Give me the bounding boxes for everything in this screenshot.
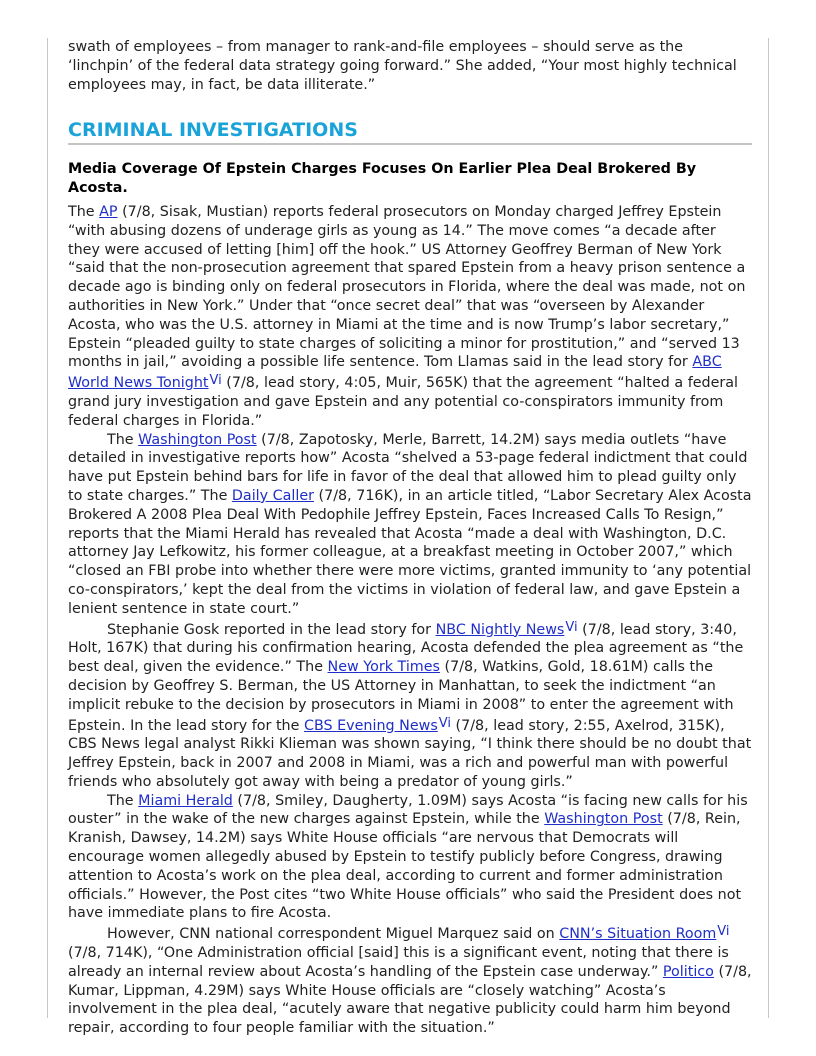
link-cnn-situation-room[interactable]: CNN’s Situation Room	[559, 926, 717, 943]
text-run: Stephanie Gosk reported in the lead story for	[107, 621, 436, 638]
link-nbc-nightly-news[interactable]: NBC Nightly News	[435, 621, 565, 638]
text-run: (7/8, lead story, 3:40, Holt, 167K) that during his confirmation hearing, Acosta defended the plea agreement as “the best deal, given the evidence.” The	[68, 621, 744, 676]
story-paragraph-2	[68, 431, 752, 619]
text-run: However, CNN national correspondent Miguel Marquez said on	[107, 926, 560, 943]
story-paragraph-3	[68, 619, 752, 792]
intro-paragraph: swath of employees – from manager to rank-and-file employees – should serve as the ‘linchpin’ of the federal data strategy going forward.” She added, “Your most highly technical employees may, in fact, be data illiterate.”	[68, 39, 737, 93]
text-run: (7/8, Zapotosky, Merle, Barrett, 14.2M) says media outlets “have detailed in investigative reports how” Acosta “shelved a 53-page federal indictment that could have put Epstein behind bars for life in favor of the deal that allowed him to plead guilty only to state charges.” The	[68, 431, 748, 504]
text-run: The	[107, 431, 139, 448]
link-ap[interactable]: AP	[99, 203, 118, 220]
link-washington-post-2[interactable]: Washington Post	[544, 811, 663, 828]
text-run: (7/8, Rein, Kranish, Dawsey, 14.2M) says White House officials “are nervous that Democrats will encourage women allegedly abused by Epstein to testify publicly before Congress, drawing attention to Acosta’s work on the plea deal, according to current and former administration officials.” However, the Post cites “two White House officials” who said the President does not have immediate plans to fire Acosta.	[68, 811, 742, 922]
link-politico[interactable]: Politico	[662, 963, 714, 980]
link-new-york-times[interactable]: New York Times	[327, 659, 440, 676]
text-run: (7/8, Smiley, Daugherty, 1.09M) says Acosta “is facing new calls for his ouster” in the wake of the new charges against Epstein, while the	[68, 792, 748, 828]
video-indicator-icon[interactable]: Vi	[438, 715, 451, 731]
story-paragraph-1	[68, 203, 752, 431]
text-run: (7/8, Kumar, Lippman, 4.29M) says White House officials are “closely watching” Acosta’s involvement in the plea deal, “acutely aware that negative publicity could harm him beyond repair, according to four people familiar with the situation.”	[68, 963, 752, 1037]
document-body	[68, 38, 752, 1038]
link-washington-post[interactable]: Washington Post	[138, 431, 257, 448]
link-miami-herald[interactable]: Miami Herald	[138, 792, 233, 809]
story-paragraph-4	[68, 792, 752, 924]
video-indicator-icon[interactable]: Vi	[717, 924, 730, 940]
text-run: The	[68, 203, 100, 220]
link-daily-caller[interactable]: Daily Caller	[231, 487, 315, 504]
text-run: (7/8, Sisak, Mustian) reports federal prosecutors on Monday charged Jeffrey Epstein “with abusing dozens of underage girls as young as 14.” The move comes “a decade after they were accused of letting [him] off the hook.” US Attorney Geoffrey Berman of New York “said that the non-prosecution agreement that spared Epstein from a heavy prison sentence a decade ago is binding only on federal prosecutors in Florida, where the deal was made, not on authorities in New York.” Under that “once secret deal” that was “overseen by Alexander Acosta, who was the U.S. attorney in Miami at the time and is now Trump’s labor secretary,” Epstein “pleaded guilty to state charges of soliciting a minor for prostitution,” and “served 13 months in jail,” avoiding a possible life sentence. Tom Llamas said in the lead story for	[68, 203, 746, 371]
text-run: (7/8, 714K), “One Administration official [said] this is a significant event, noting that there is already an internal review about Acosta’s handling of the Epstein case underway.”	[68, 945, 729, 980]
text-run: (7/8, Watkins, Gold, 18.61M) calls the decision by Geoffrey S. Berman, the US Attorney in Manhattan, to seek the indictment “an implicit rebuke to the decision by prosecutors in Miami in 2008” to enter the agreement with Epstein. In the lead story for the	[68, 659, 734, 734]
text-run: (7/8, lead story, 2:55, Axelrod, 315K), CBS News legal analyst Rikki Klieman was shown saying, “I think there should be no doubt that Jeffrey Epstein, back in 2007 and 2008 in Miami, was a rich and powerful man with powerful friends who absolutely got away with being a predator of young girls.”	[68, 717, 752, 790]
video-indicator-icon[interactable]: Vi	[565, 619, 578, 635]
text-run: (7/8, lead story, 4:05, Muir, 565K) that the agreement “halted a federal grand jury investigation and gave Epstein and any potential co-conspirators immunity from federal charges in Florida.”	[68, 375, 739, 429]
story-paragraph-5	[68, 923, 752, 1038]
left-margin-rule	[47, 38, 48, 1018]
video-indicator-icon[interactable]: Vi	[209, 373, 222, 389]
right-margin-rule	[768, 38, 769, 1018]
link-cbs-evening-news[interactable]: CBS Evening News	[303, 717, 438, 734]
link-abc-world-news-tonight[interactable]: ABC World News Tonight	[68, 354, 722, 392]
text-run: (7/8, 716K), in an article titled, “Labor Secretary Alex Acosta Brokered A 2008 Plea Deal With Pedophile Jeffrey Epstein, Faces Increased Calls To Resign,” reports that the Miami Herald has revealed that Acosta “made a deal with Washington, D.C. attorney Jay Lefkowitz, his former colleague, at a breakfast meeting in October 2007,” which “closed an FBI probe into whether there were more victims, granted immunity to ‘any potential co-conspirators,’ kept the deal from the victims in violation of federal law, and gave Epstein a lenient sentence in state court.”	[68, 487, 752, 617]
text-run: The	[107, 792, 139, 809]
section-heading: CRIMINAL INVESTIGATIONS	[68, 118, 752, 145]
story-headline: Media Coverage Of Epstein Charges Focuses On Earlier Plea Deal Brokered By Acosta.	[68, 161, 697, 197]
